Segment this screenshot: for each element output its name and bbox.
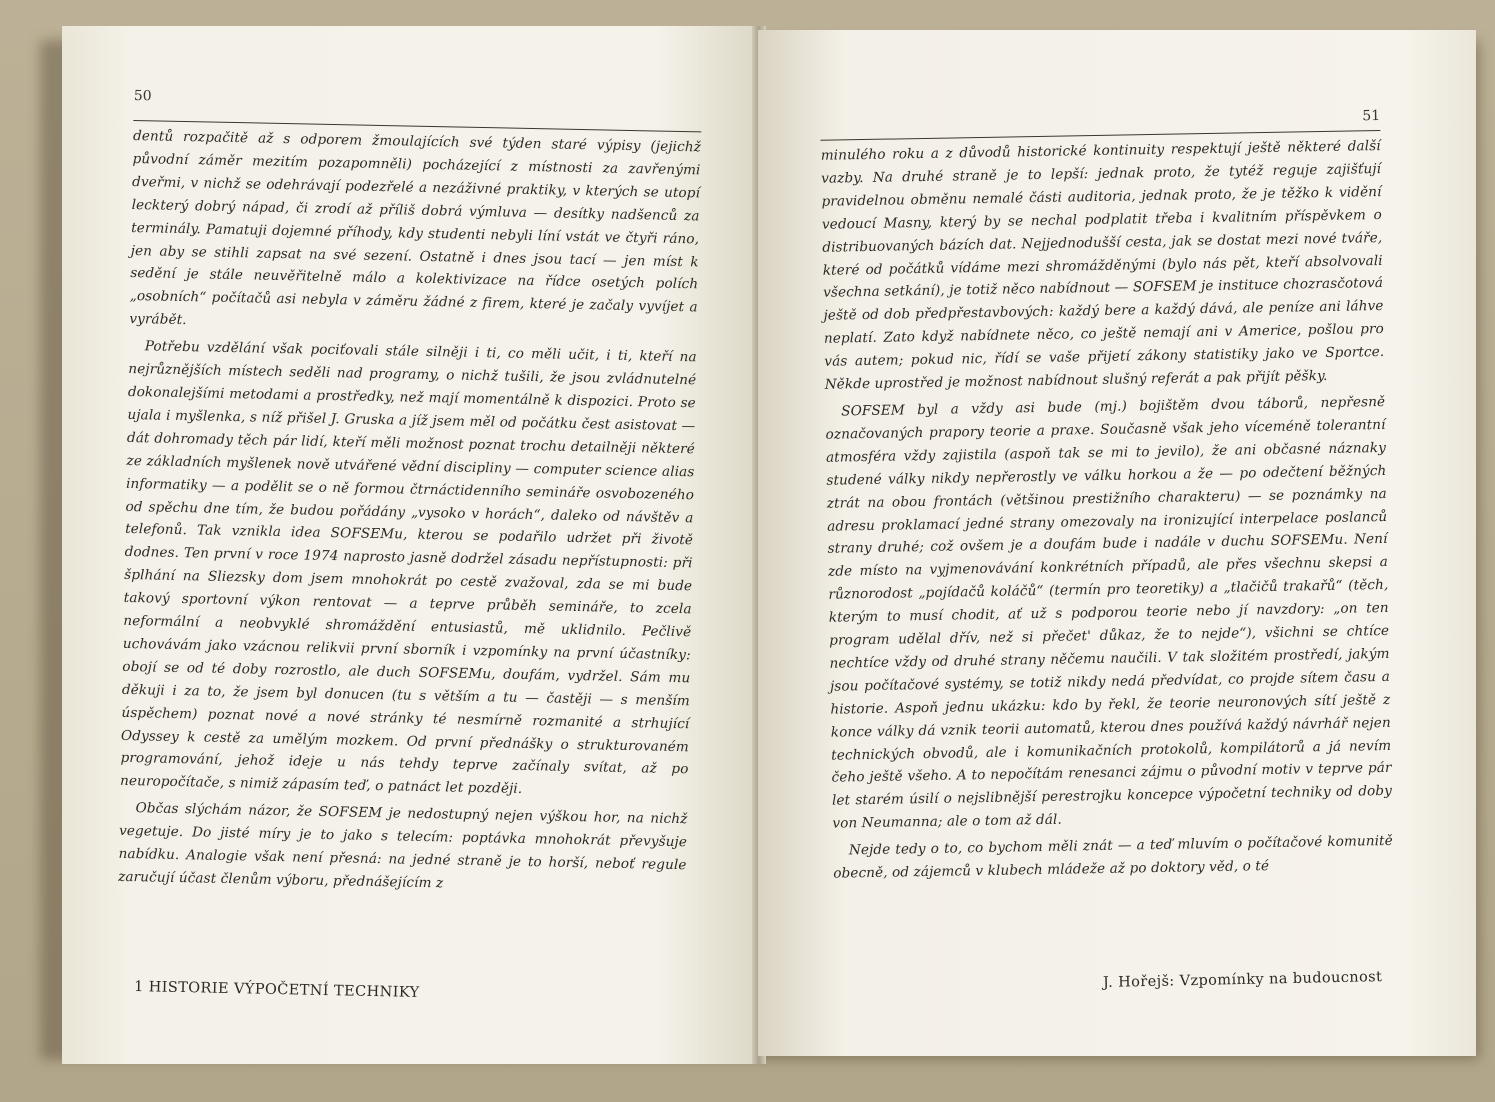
left-page-content: [118, 88, 702, 904]
left-running-footer: 1 HISTORIE VÝPOČETNÍ TECHNIKY: [133, 979, 420, 1001]
right-paragraph-1: minulého roku a z důvodů historické kontinuity respektují ještě některé další vazby. Na druhé straně je to lepší: jednak proto, že tytéž reguje zajišťují pravidelnou obměnu nemalé části auditoria, jednak proto, že je těžko k vidění vedoucí Masny, který by se nechal podplatit třeba i kvalitním příspěvkem o distribuovaných bázích dat. Nejjednodušší cesta, jak se dostat mezi nové tváře, které od počátků vídáme mezi shromážděnými (bylo nás pět, kteří absolvovali všechna setkání), je totiž něco nabídnout — SOFSEM je instituce chozrasčotová ještě od dob předpřestavbových: každý bere a každý dává, ale peníze ani láhve neplatí. Zato když nabídnete něco, co ještě nemají ani v Americe, pošlou pro vás autem; pokud nic, řídí se vaše přijetí zákony statistiky jako ve Sportce. Někde uprostřed je možnost nabídnout slušný referát a pak přijít pěšky.: [820, 137, 1385, 393]
left-page-number: 50: [133, 88, 152, 105]
left-paragraph-1: dentů rozpačitě až s odporem žmoulajících své týden staré výpisy (jejichž původní záměr mezitím pozapomněli) pocházející z místnosti za zavřenými dveřmi, v nichž se odehrávají podezřelé a nezáživné praktiky, v kterých se utopí leckterý dobrý nápad, či zrodí až příliš dobrá výmluva — desítky nadšenců za terminály. Pamatuji dojemné příhody, kdy studenti nebyli líní vstát ve čtyři ráno, jen aby se stihli zapsat na své sezení. Ostatně i dnes jsou tací — jen míst k sedění je stále neuvěřitelně málo a kolektivizace na řídce osetých polích „osobních“ počítačů asi nebyla v záměru žádné z firem, které je začaly vyvíjet a vyrábět.: [129, 127, 702, 329]
right-running-footer: J. Hořejš: Vzpomínky na budoucnost: [1102, 969, 1383, 991]
right-page-content: [820, 108, 1393, 890]
left-page: [62, 26, 760, 1064]
right-paragraph-2: SOFSEM byl a vždy asi bude (mj.) bojištěm dvou táborů, nepřesně označovaných prapory teorie a praxe. Současně však jeho víceméně tolerantní atmosféra vždy zajistila (aspoň tak se mi to jevilo), že ani občasné náznaky studené války nikdy nepřerostly ve válku horkou a že — po odečtení běžných ztrát na obou frontách (většinou prestižního charakteru) — se poznámky na adresu proklamací jedné strany omezovaly na ironizující interpelace poslanců strany druhé; což ovšem je a doufám bude i nadále v duchu SOFSEMu. Není zde místo na vyjmenovávání konkrétních případů, ale přes všechnu skepsi a různorodost „pojídačů koláčů“ (termín pro teoretiky) a „tlačičů trakařů“ (těch, kterým to musí chodit, ať už s podporou teorie nebo jí navzdory: „on ten program udělal dřív, než si přečet' důkaz, že to nejde“), všichni se chtíce nechtíce vždy od druhé strany něčemu naučili. V tak složitém prostředí, jakým jsou počítačové systémy, se totiž nikdy nedá předvídat, co projde sítem času a historie. Aspoň jednu ukázku: kdo by řekl, že teorie neuronových sítí ještě z konce války dá vznik teorii automatů, kterou dnes používá každý návrhář nejen technických obvodů, ale i komunikačních protokolů, kompilátorů a já nevím čeho ještě všeho. A to nepočítám renesanci zájmu o původní motiv v teprve pár let starém úsilí o nejslibnější perestrojku koncepce výpočetní techniky od doby von Neumanna; ale o tom až dál.: [825, 393, 1393, 832]
left-paragraph-2: Potřebu vzdělání však pociťovali stále silněji i ti, co měli učit, i ti, kteří na nejrůznějších místech seděli nad programy, o nichž tušili, že jsou zvládnutelné dokonalejšími metodami a prostředky, než mají momentálně k dispozici. Proto se ujala i myšlenka, s níž přišel J. Gruska a jíž jsem měl od počátku čest asistovat — dát dohromady těch pár lidí, kteří měli možnost poznat trochu detailněji některé ze základních myšlenek nově utvářené vědní discipliny — computer science alias informatiky — a podělit se o ně formou čtrnáctidenního semináře osvobozeného od spěchu dne tím, že budou pořádány „vysoko v horách“, daleko od návštěv a telefonů. Tak vznikla idea SOFSEMu, kterou se podařilo udržet při životě dodnes. Ten první v roce 1974 naprosto jasně dodržel zásadu nepřístupnosti: při šplhání na Sliezsky dom jsem mnohokrát po cestě zvažoval, zda se mi bude takový sportovní výkon rentovat — a teprve průběh semináře, to zcela neformální a neobvyklé shromáždění entusiastů, mě uklidnilo. Pečlivě uchovávám jako vzácnou relikvii první sborník i vzpomínky na první účastníky: obojí se od té doby rozrostlo, ale duch SOFSEMu, doufám, vydržel. Sám mu děkuji i za to, že jsem byl donucen (tu s větším a tu — častěji — s menším úspěchem) poznat nové a nové stránky té nesmírně rozmanité a strhující Odyssey k cestě za umělým mozkem. Od první přednášky o strukturovaném programování, jehož ideje u nás tehdy teprve začínaly svítat, až po neuropočítače, s nimiž zápasím teď, o patnáct let později.: [119, 338, 697, 798]
right-paragraph-3: Nejde tedy o to, co bychom měli znát — a teď mluvím o počítačové komunitě obecně, od zájemců v klubech mládeže až po doktory věd, o té: [833, 833, 1393, 882]
left-paragraph-3: Občas slýchám názor, že SOFSEM je nedostupný nejen výškou hor, na nichž vegetuje. Do jisté míry je to jako s telecím: poptávka mnohokrát převyšuje nabídku. Analogie však není přesná: na jedné straně je to horší, neboť regule zaručují účast členům výboru, přednášejícím z: [118, 800, 688, 892]
right-page-number: 51: [1362, 108, 1381, 125]
right-page: [758, 30, 1476, 1056]
